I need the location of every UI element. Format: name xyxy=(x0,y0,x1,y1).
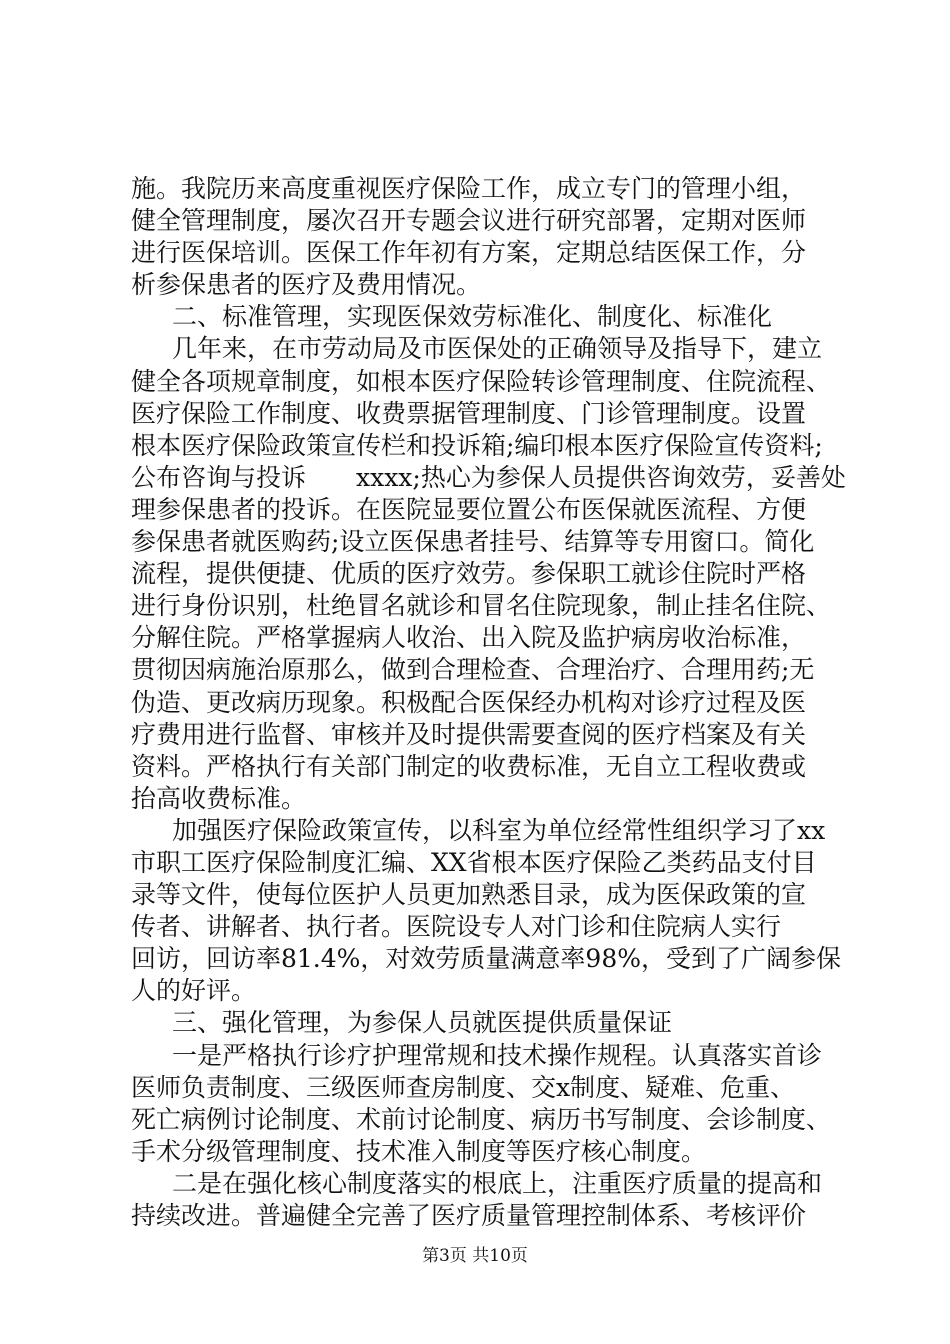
page-number-footer: 第3页 共10页 xyxy=(422,1246,528,1266)
text-line: 持续改进。普遍健全完善了医疗质量管理控制体系、考核评价 xyxy=(131,1201,807,1230)
text-line: 手术分级管理制度、技术准入制度等医疗核心制度。 xyxy=(131,1136,707,1166)
text-line: 公布咨询与投诉 xxxx;热心为参保人员提供咨询效劳，妥善处 xyxy=(131,462,846,492)
text-line: 传者、讲解者、执行者。医院设专人对门诊和住院病人实行 xyxy=(131,912,782,942)
text-line: 医师负责制度、三级医师查房制度、交x制度、疑难、危重、 xyxy=(131,1072,796,1102)
text-line: 施。我院历来高度重视医疗保险工作，成立专门的管理小组， xyxy=(131,174,807,203)
text-line: 析参保患者的医疗及费用情况。 xyxy=(131,270,482,300)
text-line: 进行医保培训。医保工作年初有方案，定期总结医保工作，分 xyxy=(131,238,807,268)
text-line: 理参保患者的投诉。在医院显要位置公布医保就医流程、方便 xyxy=(131,494,807,524)
text-line: 进行身份识别，杜绝冒名就诊和冒名住院现象，制止挂名住院、 xyxy=(131,591,832,621)
text-line: 贯彻因病施治原那么，做到合理检查、合理治疗、合理用药;无 xyxy=(131,655,815,685)
text-line: 伪造、更改病历现象。积极配合医保经办机构对诊疗过程及医 xyxy=(131,687,807,717)
text-line: 市职工医疗保险制度汇编、XX省根本医疗保险乙类药品支付目 xyxy=(131,847,817,877)
text-line: 一是严格执行诊疗护理常规和技术操作规程。认真落实首诊 xyxy=(172,1040,823,1070)
text-line: 人的好评。 xyxy=(131,976,257,1006)
text-line: 根本医疗保险政策宣传栏和投诉箱;编印根本医疗保险宣传资料; xyxy=(131,430,823,460)
text-line: 回访，回访率81.4%，对效劳质量满意率98%，受到了广阔参保 xyxy=(131,944,841,974)
text-line: 流程，提供便捷、优质的医疗效劳。参保职工就诊住院时严格 xyxy=(131,559,807,589)
text-line: 分解住院。严格掌握病人收治、出入院及监护病房收治标准， xyxy=(131,623,807,653)
text-line: 录等文件，使每位医护人员更加熟悉目录，成为医保政策的宣 xyxy=(131,880,807,910)
text-line: 抬高收费标准。 xyxy=(131,783,307,813)
text-line: 健全管理制度，屡次召开专题会议进行研究部署，定期对医师 xyxy=(131,206,807,236)
text-line: 二是在强化核心制度落实的根底上，注重医疗质量的提高和 xyxy=(172,1168,823,1198)
text-line: 几年来，在市劳动局及市医保处的正确领导及指导下，建立 xyxy=(172,334,823,364)
text-line: 加强医疗保险政策宣传，以科室为单位经常性组织学习了xx xyxy=(172,815,826,845)
text-line: 参保患者就医购药;设立医保患者挂号、结算等专用窗口。简化 xyxy=(131,527,815,557)
section-heading: 二、标准管理，实现医保效劳标准化、制度化、标准化 xyxy=(172,302,773,332)
document-body xyxy=(131,173,846,1232)
text-line: 疗费用进行监督、审核并及时提供需要查阅的医疗档案及有关 xyxy=(131,719,807,749)
text-line: 死亡病例讨论制度、术前讨论制度、病历书写制度、会诊制度、 xyxy=(131,1104,832,1134)
text-line: 医疗保险工作制度、收费票据管理制度、门诊管理制度。设置 xyxy=(131,398,807,428)
text-line: 健全各项规章制度，如根本医疗保险转诊管理制度、住院流程、 xyxy=(131,366,832,396)
text-line: 资料。严格执行有关部门制定的收费标准，无自立工程收费或 xyxy=(131,751,807,781)
section-heading: 三、强化管理，为参保人员就医提供质量保证 xyxy=(172,1008,673,1038)
